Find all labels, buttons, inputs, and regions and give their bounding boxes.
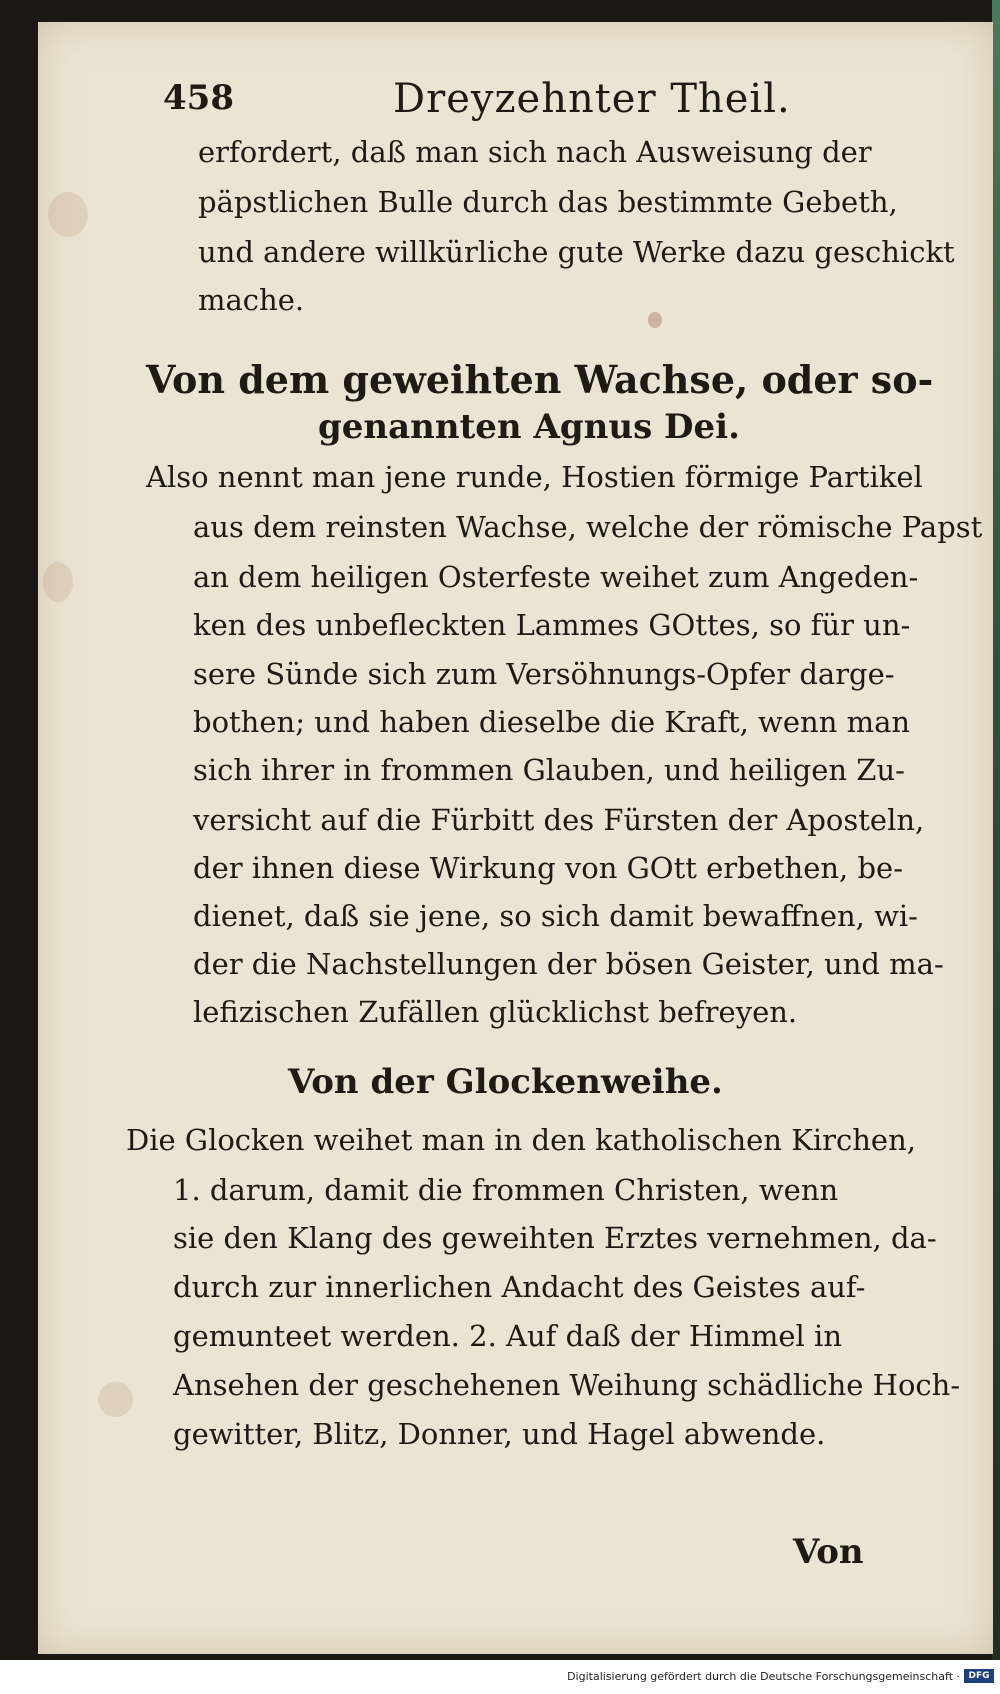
text-line: gemunteet werden. 2. Auf daß der Himmel in (173, 1319, 842, 1353)
text-line: lefizischen Zufällen glücklichst befreyen. (193, 995, 798, 1029)
section-heading: Von der Glockenweihe. (288, 1062, 723, 1102)
book-page (38, 22, 993, 1654)
text-line: sie den Klang des geweihten Erztes vernehmen, da- (173, 1221, 937, 1255)
book-edge (992, 0, 1000, 1660)
running-head: Dreyzehnter Theil. (393, 76, 791, 122)
catchword: Von (793, 1532, 864, 1572)
text-line: dienet, daß sie jene, so sich damit bewaffnen, wi- (193, 899, 918, 933)
text-line: der ihnen diese Wirkung von GOtt erbethen, be- (193, 851, 903, 885)
text-line: erfordert, daß man sich nach Ausweisung der (198, 135, 872, 169)
text-line: mache. (198, 283, 305, 317)
text-line: und andere willkürliche gute Werke dazu geschickt (198, 235, 955, 269)
dfg-logo: DFG (964, 1669, 994, 1683)
page-header (38, 70, 993, 130)
stain (48, 192, 88, 237)
text-line: Also nennt man jene runde, Hostien förmige Partikel (146, 460, 923, 494)
text-line: versicht auf die Fürbitt des Fürsten der Aposteln, (193, 803, 925, 837)
text-line: gewitter, Blitz, Donner, und Hagel abwende. (173, 1417, 826, 1451)
text-line: 1. darum, damit die frommen Christen, wenn (173, 1173, 839, 1207)
stain (648, 312, 662, 328)
stain (98, 1382, 133, 1417)
text-line: aus dem reinsten Wachse, welche der römische Papst (193, 510, 983, 544)
text-line: der die Nachstellungen der bösen Geister, und ma- (193, 947, 944, 981)
page-number: 458 (163, 78, 234, 118)
section-heading: Von dem geweihten Wachse, oder so- (146, 357, 934, 402)
text-line: an dem heiligen Osterfeste weihet zum Angeden- (193, 560, 919, 594)
text-line: päpstlichen Bulle durch das bestimmte Gebeth, (198, 185, 898, 219)
footer-credit: Digitalisierung gefördert durch die Deutsche Forschungsgemeinschaft · (567, 1670, 960, 1683)
text-line: bothen; und haben dieselbe die Kraft, wenn man (193, 705, 911, 739)
text-line: Ansehen der geschehenen Weihung schädliche Hoch- (173, 1368, 961, 1402)
text-line: durch zur innerlichen Andacht des Geistes auf- (173, 1270, 866, 1304)
section-heading-continued: genannten Agnus Dei. (318, 407, 740, 447)
stain (43, 562, 73, 602)
text-line: ken des unbefleckten Lammes GOttes, so für un- (193, 608, 911, 642)
text-line: sich ihrer in frommen Glauben, und heiligen Zu- (193, 753, 905, 787)
text-line: Die Glocken weihet man in den katholischen Kirchen, (126, 1123, 916, 1157)
digitization-footer (0, 1660, 1000, 1694)
text-line: sere Sünde sich zum Versöhnungs-Opfer darge- (193, 657, 895, 691)
